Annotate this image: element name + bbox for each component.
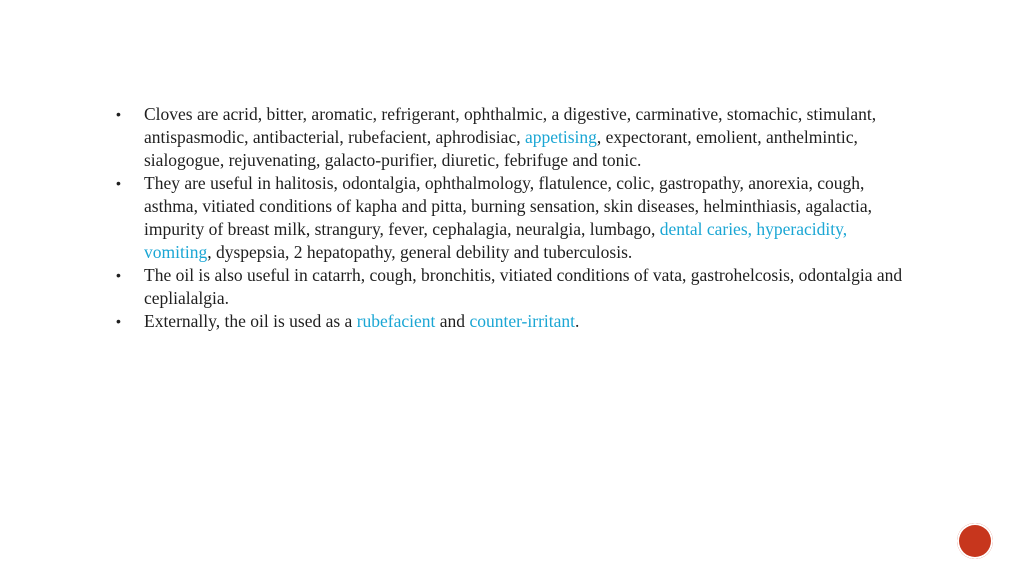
bullet-text: and xyxy=(435,311,470,331)
page-number-badge xyxy=(957,523,993,559)
bullet-text: Cloves are acrid, bitter, aromatic, refrigerant, ophthalmic, a digestive, carminative, stomachic, stimulant, antispasmodic, antibacterial, rubefacient, aphrodisiac, xyxy=(144,104,877,147)
bullet-item xyxy=(116,264,916,310)
highlight-term: rubefacient xyxy=(356,311,436,331)
bullet-list xyxy=(116,103,916,333)
highlight-term: counter-irritant xyxy=(469,311,576,331)
bullet-text: , expectorant, emolient, anthelmintic, sialogogue, rejuvenating, galacto-purifier, diuretic, febrifuge and tonic. xyxy=(144,127,858,170)
bullet-item xyxy=(116,103,916,172)
bullet-text: They are useful in halitosis, odontalgia, ophthalmology, flatulence, colic, gastropathy, anorexia, cough, asthma, vitiated conditions of kapha and pitta, burning sensation, skin diseases, helminthiasis, agalactia, impurity of breast milk, strangury, fever, cephalagia, neuralgia, lumbago, xyxy=(144,173,873,239)
bullet-item xyxy=(116,310,916,333)
bullet-text: The oil is also useful in catarrh, cough, bronchitis, vitiated conditions of vata, gastrohelcosis, odontalgia and ceplialalgia. xyxy=(144,265,903,308)
bullet-item xyxy=(116,172,916,264)
bullet-text: . xyxy=(575,311,580,331)
bullet-text: Externally, the oil is used as a xyxy=(144,311,357,331)
highlight-term: dental caries, hyperacidity, vomiting xyxy=(144,219,848,262)
bullet-text: , dyspepsia, 2 hepatopathy, general debility and tuberculosis. xyxy=(207,242,633,262)
highlight-term: appetising xyxy=(524,127,597,147)
